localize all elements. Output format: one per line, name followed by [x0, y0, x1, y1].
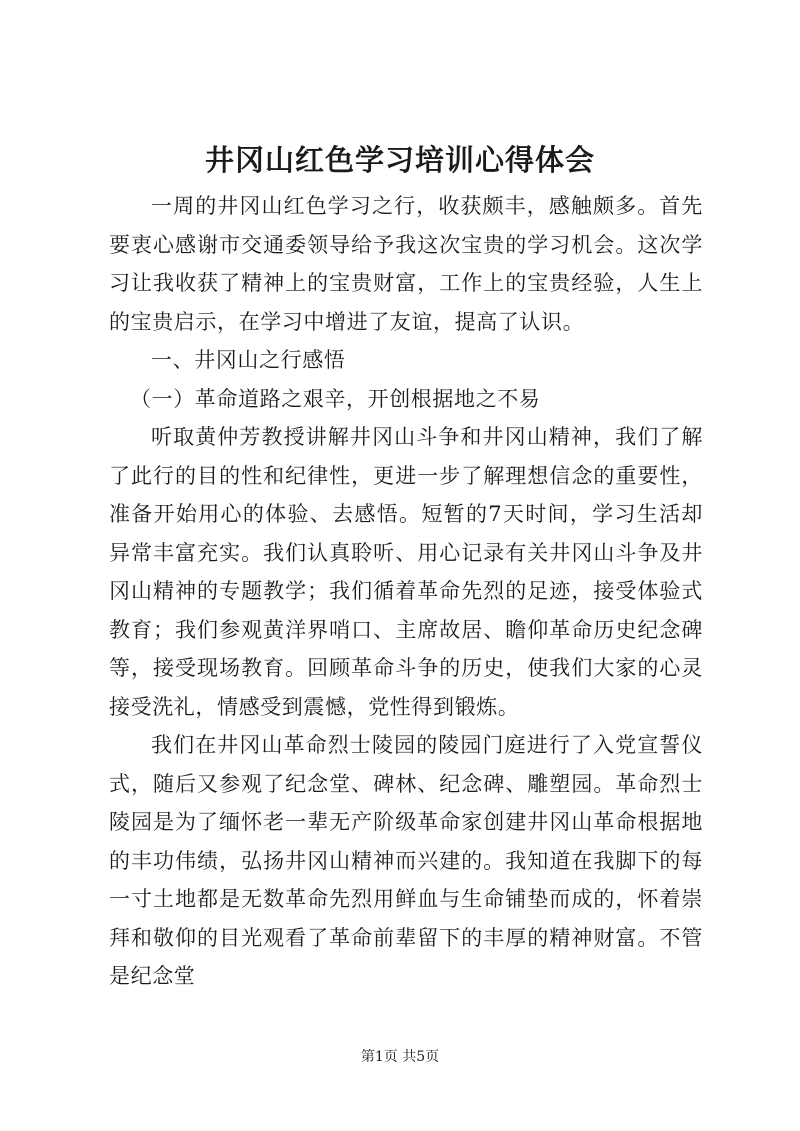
subsection-heading: （一）革命道路之艰辛，开创根据地之不易 [130, 386, 541, 411]
document-body [109, 187, 703, 996]
document-title: 井冈山红色学习培训心得体会 [204, 143, 595, 177]
body-paragraph-2: 我们在井冈山革命烈士陵园的陵园门庭进行了入党宣誓仪式，随后又参观了纪念堂、碑林、纪念碑、雕塑园。革命烈士陵园是为了缅怀老一辈无产阶级革命家创建井冈山革命根据地的丰功伟绩，弘扬井冈山精神而兴建的。我知道在我脚下的每一寸土地都是无数革命先烈用鲜血与生命铺垫而成的，怀着崇拜和敬仰的目光观看了革命前辈留下的丰厚的精神财富。不管是纪念堂 [109, 733, 703, 988]
section-heading: 一、井冈山之行感悟 [151, 348, 346, 372]
intro-paragraph: 一周的井冈山红色学习之行，收获颇丰，感触颇多。首先要衷心感谢市交通委领导给予我这次宝贵的学习机会。这次学习让我收获了精神上的宝贵财富，工作上的宝贵经验，人生上的宝贵启示，在学习中增进了友谊，提高了认识。 [109, 194, 703, 334]
page-number-footer: 第1页 共5页 [360, 1049, 440, 1065]
body-paragraph-1: 听取黄仲芳教授讲解井冈山斗争和井冈山精神，我们了解了此行的目的性和纪律性，更进一步了解理想信念的重要性，准备开始用心的体验、去感悟。短暂的7天时间，学习生活却异常丰富充实。我们认真聆听、用心记录有关井冈山斗争及井冈山精神的专题教学；我们循着革命先烈的足迹，接受体验式教育；我们参观黄洋界哨口、主席故居、瞻仰革命历史纪念碑等，接受现场教育。回顾革命斗争的历史，使我们大家的心灵接受洗礼，情感受到震憾，党性得到锻炼。 [109, 425, 703, 719]
